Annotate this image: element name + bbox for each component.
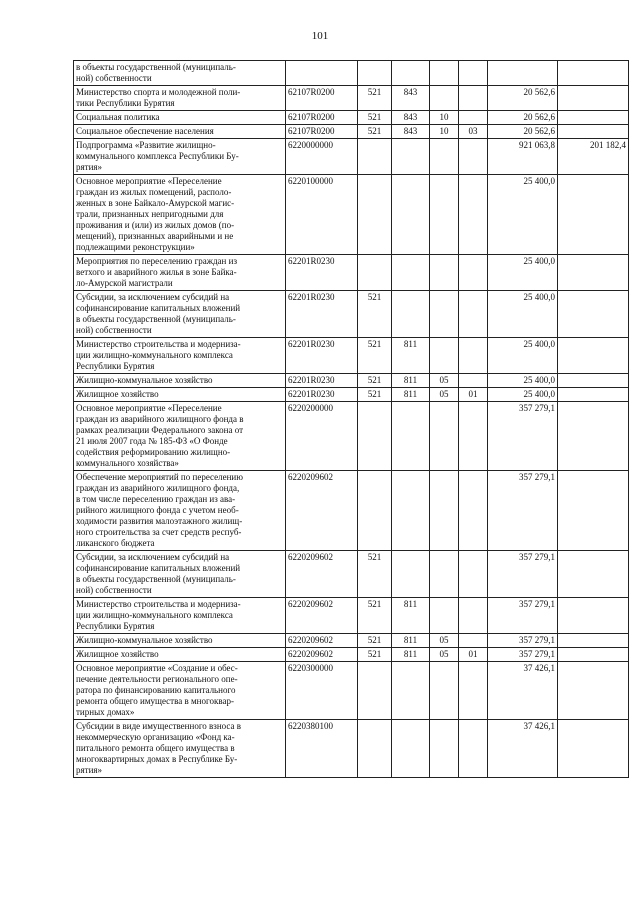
row-subsection-cell: 05	[430, 374, 459, 388]
row-sum-cell: 37 426,1	[488, 662, 558, 720]
row-sum2-cell	[558, 125, 629, 139]
row-sum2-cell	[558, 634, 629, 648]
row-name-cell: Министерство строительства и модерниза- ции жилищно-коммунального комплекса Республики Бурятия	[74, 598, 286, 634]
table-row	[74, 291, 629, 338]
row-type-cell	[459, 175, 488, 255]
row-subsection-cell	[430, 662, 459, 720]
row-type-cell	[459, 61, 488, 86]
row-subsection-cell	[430, 291, 459, 338]
row-sum2-cell	[558, 86, 629, 111]
table-row	[74, 255, 629, 291]
row-ministry-cell	[358, 402, 392, 471]
row-ministry-cell	[358, 175, 392, 255]
row-subsection-cell	[430, 139, 459, 175]
row-section-cell	[392, 551, 430, 598]
row-type-cell	[459, 291, 488, 338]
table-row	[74, 634, 629, 648]
row-sum-cell: 921 063,8	[488, 139, 558, 175]
row-subsection-cell	[430, 720, 459, 778]
row-code-cell: 6220209602	[286, 471, 358, 551]
row-sum-cell: 25 400,0	[488, 291, 558, 338]
row-subsection-cell: 05	[430, 634, 459, 648]
row-name-cell: Субсидии, за исключением субсидий на софинансирование капитальных вложений в объекты государственной (муниципаль- ной) собственности	[74, 291, 286, 338]
row-sum-cell: 25 400,0	[488, 338, 558, 374]
row-sum-cell	[488, 61, 558, 86]
table-row	[74, 662, 629, 720]
row-sum-cell: 25 400,0	[488, 255, 558, 291]
row-name-cell: Субсидии, за исключением субсидий на софинансирование капитальных вложений в объекты государственной (муниципаль- ной) собственности	[74, 551, 286, 598]
row-section-cell	[392, 402, 430, 471]
table-row	[74, 648, 629, 662]
table-row	[74, 338, 629, 374]
row-type-cell	[459, 551, 488, 598]
row-section-cell: 811	[392, 634, 430, 648]
row-sum2-cell	[558, 111, 629, 125]
row-sum-cell: 25 400,0	[488, 175, 558, 255]
table-row	[74, 86, 629, 111]
row-sum-cell: 357 279,1	[488, 634, 558, 648]
row-type-cell	[459, 255, 488, 291]
row-section-cell	[392, 139, 430, 175]
row-ministry-cell: 521	[358, 111, 392, 125]
row-sum2-cell	[558, 720, 629, 778]
row-sum-cell: 357 279,1	[488, 648, 558, 662]
row-ministry-cell	[358, 720, 392, 778]
row-code-cell: 62107R0200	[286, 86, 358, 111]
row-ministry-cell	[358, 139, 392, 175]
row-ministry-cell: 521	[358, 125, 392, 139]
row-sum2-cell	[558, 648, 629, 662]
row-sum-cell: 20 562,6	[488, 86, 558, 111]
row-type-cell	[459, 338, 488, 374]
row-subsection-cell: 10	[430, 125, 459, 139]
table-row	[74, 374, 629, 388]
page-number: 101	[311, 30, 329, 42]
row-subsection-cell	[430, 86, 459, 111]
row-code-cell	[286, 61, 358, 86]
row-section-cell: 811	[392, 648, 430, 662]
row-ministry-cell: 521	[358, 598, 392, 634]
row-sum2-cell	[558, 662, 629, 720]
row-name-cell: Жилищное хозяйство	[74, 648, 286, 662]
row-name-cell: Жилищно-коммунальное хозяйство	[74, 374, 286, 388]
row-sum-cell: 25 400,0	[488, 374, 558, 388]
row-name-cell: в объекты государственной (муниципаль- ной) собственности	[74, 61, 286, 86]
row-sum2-cell	[558, 175, 629, 255]
row-code-cell: 62107R0200	[286, 125, 358, 139]
row-code-cell: 6220100000	[286, 175, 358, 255]
row-code-cell: 6220209602	[286, 634, 358, 648]
row-type-cell: 01	[459, 388, 488, 402]
row-subsection-cell	[430, 61, 459, 86]
row-ministry-cell: 521	[358, 634, 392, 648]
row-section-cell: 843	[392, 125, 430, 139]
row-sum2-cell	[558, 255, 629, 291]
table-row	[74, 175, 629, 255]
row-sum-cell: 25 400,0	[488, 388, 558, 402]
row-subsection-cell	[430, 471, 459, 551]
row-type-cell	[459, 374, 488, 388]
row-sum2-cell	[558, 598, 629, 634]
row-ministry-cell	[358, 662, 392, 720]
row-ministry-cell: 521	[358, 551, 392, 598]
row-code-cell: 6220000000	[286, 139, 358, 175]
row-type-cell	[459, 86, 488, 111]
row-sum-cell: 357 279,1	[488, 402, 558, 471]
row-name-cell: Основное мероприятие «Переселение граждан из аварийного жилищного фонда в рамках реализации Федерального закона от 21 июля 2007 года № 185-ФЗ «О Фонде содействия реформированию жилищно- коммунального хозяйства»	[74, 402, 286, 471]
row-type-cell	[459, 471, 488, 551]
row-subsection-cell	[430, 338, 459, 374]
row-section-cell: 843	[392, 86, 430, 111]
table-row	[74, 402, 629, 471]
row-sum-cell: 357 279,1	[488, 471, 558, 551]
row-ministry-cell: 521	[358, 338, 392, 374]
table-row	[74, 111, 629, 125]
row-section-cell: 811	[392, 388, 430, 402]
row-ministry-cell: 521	[358, 374, 392, 388]
row-sum2-cell	[558, 61, 629, 86]
table-row	[74, 471, 629, 551]
row-ministry-cell	[358, 471, 392, 551]
row-section-cell	[392, 471, 430, 551]
row-sum-cell: 20 562,6	[488, 111, 558, 125]
row-subsection-cell	[430, 402, 459, 471]
row-sum2-cell: 201 182,4	[558, 139, 629, 175]
row-name-cell: Основное мероприятие «Переселение граждан из жилых помещений, располо- женных в зоне Байкало-Амурской магис- трали, признанных непригодными для проживания и (или) из жилых домов (по- мещений), признанных аварийными и не подлежащими реконструкции»	[74, 175, 286, 255]
table-row	[74, 61, 629, 86]
row-sum2-cell	[558, 471, 629, 551]
row-code-cell: 6220380100	[286, 720, 358, 778]
table-row	[74, 598, 629, 634]
row-code-cell: 62201R0230	[286, 255, 358, 291]
row-sum2-cell	[558, 402, 629, 471]
row-section-cell: 811	[392, 374, 430, 388]
row-name-cell: Министерство спорта и молодежной поли- тики Республики Бурятия	[74, 86, 286, 111]
row-code-cell: 62107R0200	[286, 111, 358, 125]
row-subsection-cell: 10	[430, 111, 459, 125]
row-section-cell	[392, 175, 430, 255]
row-ministry-cell	[358, 255, 392, 291]
row-type-cell	[459, 111, 488, 125]
row-type-cell: 01	[459, 648, 488, 662]
row-section-cell: 811	[392, 598, 430, 634]
row-ministry-cell: 521	[358, 388, 392, 402]
row-type-cell	[459, 720, 488, 778]
table-row	[74, 125, 629, 139]
row-name-cell: Социальная политика	[74, 111, 286, 125]
row-type-cell	[459, 402, 488, 471]
row-code-cell: 6220300000	[286, 662, 358, 720]
row-code-cell: 62201R0230	[286, 291, 358, 338]
row-section-cell	[392, 662, 430, 720]
row-name-cell: Субсидии в виде имущественного взноса в некоммерческую организацию «Фонд ка- питального ремонта общего имущества в многоквартирных домах в Республике Бу- рятия»	[74, 720, 286, 778]
row-subsection-cell: 05	[430, 648, 459, 662]
row-sum2-cell	[558, 374, 629, 388]
row-type-cell	[459, 662, 488, 720]
row-ministry-cell: 521	[358, 648, 392, 662]
row-sum-cell: 20 562,6	[488, 125, 558, 139]
row-subsection-cell: 05	[430, 388, 459, 402]
row-ministry-cell: 521	[358, 291, 392, 338]
table-row	[74, 720, 629, 778]
row-type-cell	[459, 634, 488, 648]
row-sum2-cell	[558, 291, 629, 338]
row-code-cell: 62201R0230	[286, 338, 358, 374]
row-section-cell	[392, 720, 430, 778]
row-type-cell	[459, 139, 488, 175]
row-name-cell: Основное мероприятие «Создание и обес- печение деятельности регионального опе- ратора по финансированию капитального ремонта общего имущества в многоквар- тирных домах»	[74, 662, 286, 720]
row-type-cell	[459, 598, 488, 634]
budget-table	[73, 60, 629, 778]
row-type-cell: 03	[459, 125, 488, 139]
row-name-cell: Подпрограмма «Развитие жилищно- коммунального комплекса Республики Бу- рятия»	[74, 139, 286, 175]
row-name-cell: Социальное обеспечение населения	[74, 125, 286, 139]
row-sum-cell: 357 279,1	[488, 551, 558, 598]
table-row	[74, 139, 629, 175]
row-subsection-cell	[430, 598, 459, 634]
row-section-cell	[392, 291, 430, 338]
row-name-cell: Мероприятия по переселению граждан из ветхого и аварийного жилья в зоне Байка- ло-Амурской магистрали	[74, 255, 286, 291]
row-sum2-cell	[558, 338, 629, 374]
row-code-cell: 62201R0230	[286, 374, 358, 388]
row-sum-cell: 357 279,1	[488, 598, 558, 634]
row-sum2-cell	[558, 388, 629, 402]
row-name-cell: Жилищное хозяйство	[74, 388, 286, 402]
row-name-cell: Обеспечение мероприятий по переселению граждан из аварийного жилищного фонда, в том числе переселению граждан из ава- рийного жилищного фонда с учетом необ- ходимости развития малоэтажного жилищ- ного строительства за счет средств респуб- ликанского бюджета	[74, 471, 286, 551]
row-code-cell: 6220209602	[286, 648, 358, 662]
row-code-cell: 6220200000	[286, 402, 358, 471]
row-subsection-cell	[430, 255, 459, 291]
row-sum-cell: 37 426,1	[488, 720, 558, 778]
row-section-cell: 843	[392, 111, 430, 125]
row-ministry-cell: 521	[358, 86, 392, 111]
table-row	[74, 551, 629, 598]
table-row	[74, 388, 629, 402]
row-code-cell: 6220209602	[286, 598, 358, 634]
budget-table-body	[74, 61, 629, 778]
row-sum2-cell	[558, 551, 629, 598]
row-section-cell: 811	[392, 338, 430, 374]
row-section-cell	[392, 255, 430, 291]
row-subsection-cell	[430, 551, 459, 598]
row-subsection-cell	[430, 175, 459, 255]
row-ministry-cell	[358, 61, 392, 86]
row-name-cell: Жилищно-коммунальное хозяйство	[74, 634, 286, 648]
row-code-cell: 62201R0230	[286, 388, 358, 402]
row-code-cell: 6220209602	[286, 551, 358, 598]
row-section-cell	[392, 61, 430, 86]
row-name-cell: Министерство строительства и модерниза- ции жилищно-коммунального комплекса Республики Бурятия	[74, 338, 286, 374]
